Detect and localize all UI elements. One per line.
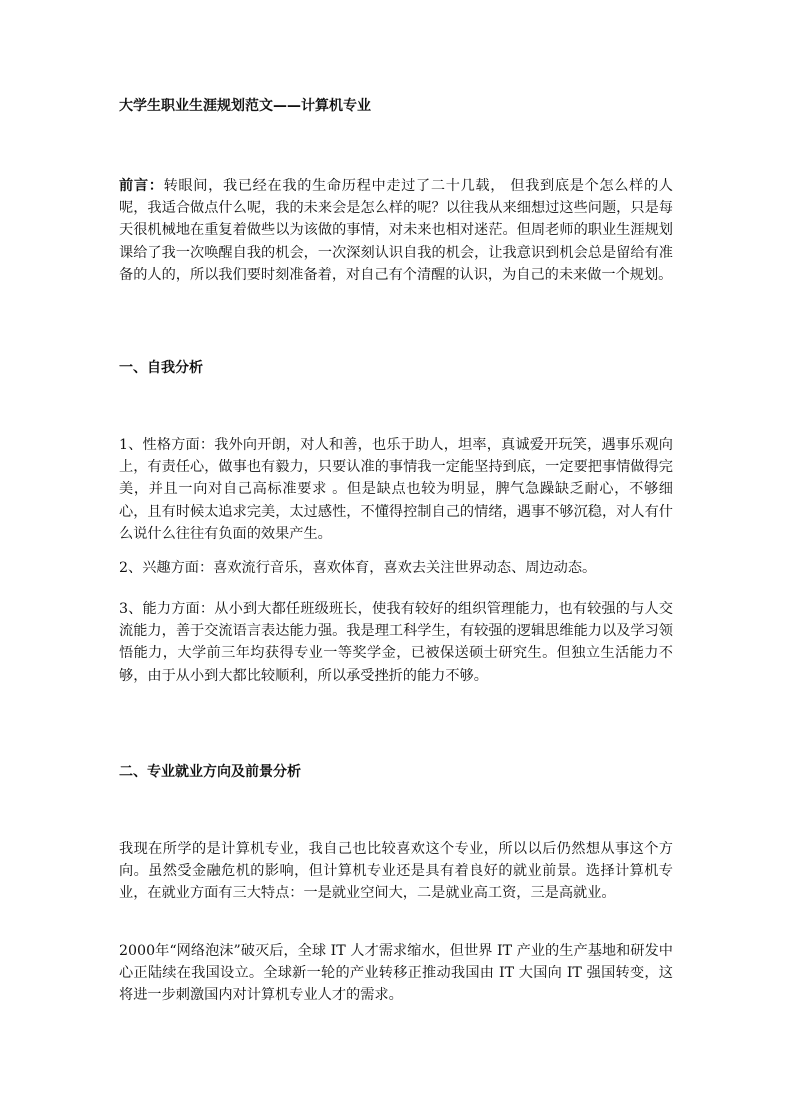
preface-paragraph <box>119 175 673 286</box>
preface-label: 前言： <box>119 178 164 194</box>
industry-paragraph: 2000年“网络泡沫”破灭后，全球 IT 人才需求缩水，但世界 IT 产业的生产基地和研发中心正陆续在我国设立。全球新一轮的产业转移正推动我国由 IT 大国向 IT 强国转变，这将进一步刺激国内对计算机专业人才的需求。 <box>119 943 673 1004</box>
major-paragraph: 我现在所学的是计算机专业，我自己也比较喜欢这个专业，所以以后仍然想从事这个方向。虽然受金融危机的影响，但计算机专业还是具有着良好的就业前景。选择计算机专业，在就业方面有三大特点：一是就业空间大，二是就业高工资，三是高就业。 <box>119 841 673 902</box>
section-heading-self-analysis: 一、自我分析 <box>119 360 203 376</box>
abilities-paragraph: 3、能力方面：从小到大都任班级班长，使我有较好的组织管理能力，也有较强的与人交流能力，善于交流语言表达能力强。我是理工科学生，有较强的逻辑思维能力以及学习领悟能力，大学前三年均获得专业一等奖学金，已被保送硕士研究生。但独立生活能力不够，由于从小到大都比较顺利，所以承受挫折的能力不够。 <box>119 601 673 684</box>
personality-paragraph: 1、性格方面：我外向开朗，对人和善，也乐于助人，坦率，真诚爱开玩笑，遇事乐观向上，有责任心，做事也有毅力，只要认准的事情我一定能坚持到底，一定要把事情做得完美，并且一向对自己高标准要求 。但是缺点也较为明显，脾气急躁缺乏耐心，不够细心，且有时候太追求完美，太过感性，不懂得控制自己的情绪，遇事不够沉稳，对人有什么说什么往往有负面的效果产生。 <box>119 437 673 542</box>
preface-text: 转眼间，我已经在我的生命历程中走过了二十几载， 但我到底是个怎么样的人呢，我适合做点什么呢，我的未来会是怎么样的呢？以往我从来细想过这些问题，只是每天很机械地在重复着做些以为该做的事情，对未来也相对迷茫。但周老师的职业生涯规划课给了我一次唤醒自我的机会，一次深刻认识自我的机会，让我意识到机会总是留给有准备的人的，所以我们要时刻准备着，对自己有个清醒的认识，为自己的未来做一个规划。 <box>119 178 673 283</box>
section-heading-career-prospects: 二、专业就业方向及前景分析 <box>119 764 301 780</box>
document-title: 大学生职业生涯规划范文——计算机专业 <box>119 98 371 114</box>
interests-paragraph: 2、兴趣方面：喜欢流行音乐，喜欢体育，喜欢去关注世界动态、周边动态。 <box>119 560 597 576</box>
